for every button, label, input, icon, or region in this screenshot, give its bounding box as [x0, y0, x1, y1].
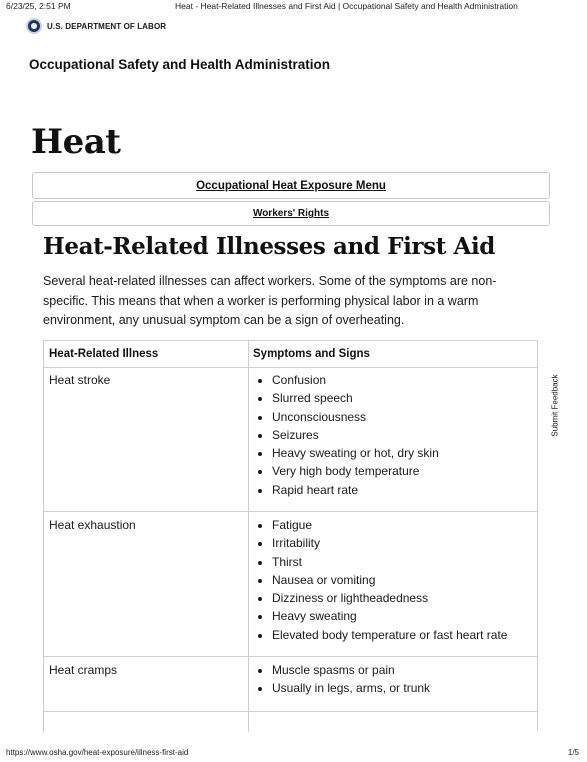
symptom-item: • Unconsciousness: [272, 408, 439, 426]
print-header: [0, 0, 587, 14]
symptom-item: • Confusion: [272, 371, 439, 389]
workers-rights-link[interactable]: Workers' Rights: [252, 208, 330, 219]
department-name: U.S. DEPARTMENT OF LABOR: [47, 21, 167, 31]
symptom-item: • Irritability: [272, 534, 507, 552]
row-divider: [44, 656, 537, 657]
row-divider: [44, 711, 537, 712]
symptoms-heat-cramps: [270, 661, 430, 698]
symptom-item: • Heavy sweating or hot, dry skin: [272, 444, 439, 462]
occupational-heat-exposure-menu-link[interactable]: Occupational Heat Exposure Menu: [196, 179, 386, 192]
section-heading: Heat-Related Illnesses and First Aid: [43, 233, 495, 260]
page-title: Heat: [31, 122, 121, 162]
symptom-item: • Slurred speech: [272, 389, 439, 407]
illness-table: [43, 340, 538, 732]
symptom-item: • Thirst: [272, 553, 507, 571]
symptoms-heat-exhaustion: [270, 516, 507, 644]
print-page-count: 1/5: [567, 748, 579, 757]
symptom-item: • Seizures: [272, 426, 439, 444]
symptom-item: • Elevated body temperature or fast heart rate: [272, 626, 507, 644]
dol-banner[interactable]: [26, 17, 166, 35]
illness-heat-stroke: Heat stroke: [49, 373, 111, 387]
print-footer: [0, 748, 587, 762]
symptom-item: • Rapid heart rate: [272, 481, 439, 499]
symptom-item: • Nausea or vomiting: [272, 571, 507, 589]
symptoms-heat-stroke: [270, 371, 439, 499]
header-illness: Heat-Related Illness: [49, 348, 159, 360]
agency-name-link[interactable]: Occupational Safety and Health Administration: [29, 57, 331, 72]
illness-heat-cramps: Heat cramps: [49, 663, 118, 677]
header-symptoms: Symptoms and Signs: [253, 348, 370, 360]
symptom-item: • Usually in legs, arms, or trunk: [272, 679, 430, 697]
dol-seal-icon: [26, 18, 42, 34]
symptom-item: • Muscle spasms or pain: [272, 661, 430, 679]
occupational-heat-menu-box: [32, 172, 550, 199]
submit-feedback-label: Submit Feedback: [550, 373, 560, 437]
intro-paragraph: Several heat-related illnesses can affect workers. Some of the symptoms are non-specific. This means that when a worker is performing physical labor in a warm environment, any unusual symptom can be a sign of overheating.: [43, 274, 497, 327]
print-url: https://www.osha.gov/heat-exposure/illness-first-aid: [6, 748, 189, 757]
print-document-title: Heat - Heat-Related Illnesses and First Aid | Occupational Safety and Health Administration: [175, 1, 518, 11]
symptom-item: • Fatigue: [272, 516, 507, 534]
column-divider: [248, 341, 249, 732]
symptom-item: • Very high body temperature: [272, 462, 439, 480]
symptom-item: • Dizziness or lightheadedness: [272, 589, 507, 607]
submit-feedback-tab[interactable]: [546, 372, 564, 438]
symptom-item: • Heavy sweating: [272, 607, 507, 625]
header-divider: [44, 367, 537, 368]
row-divider: [44, 511, 537, 512]
print-datetime: 6/23/25, 2:51 PM: [6, 1, 71, 11]
illness-heat-exhaustion: Heat exhaustion: [49, 518, 136, 532]
workers-rights-box: [32, 201, 550, 226]
